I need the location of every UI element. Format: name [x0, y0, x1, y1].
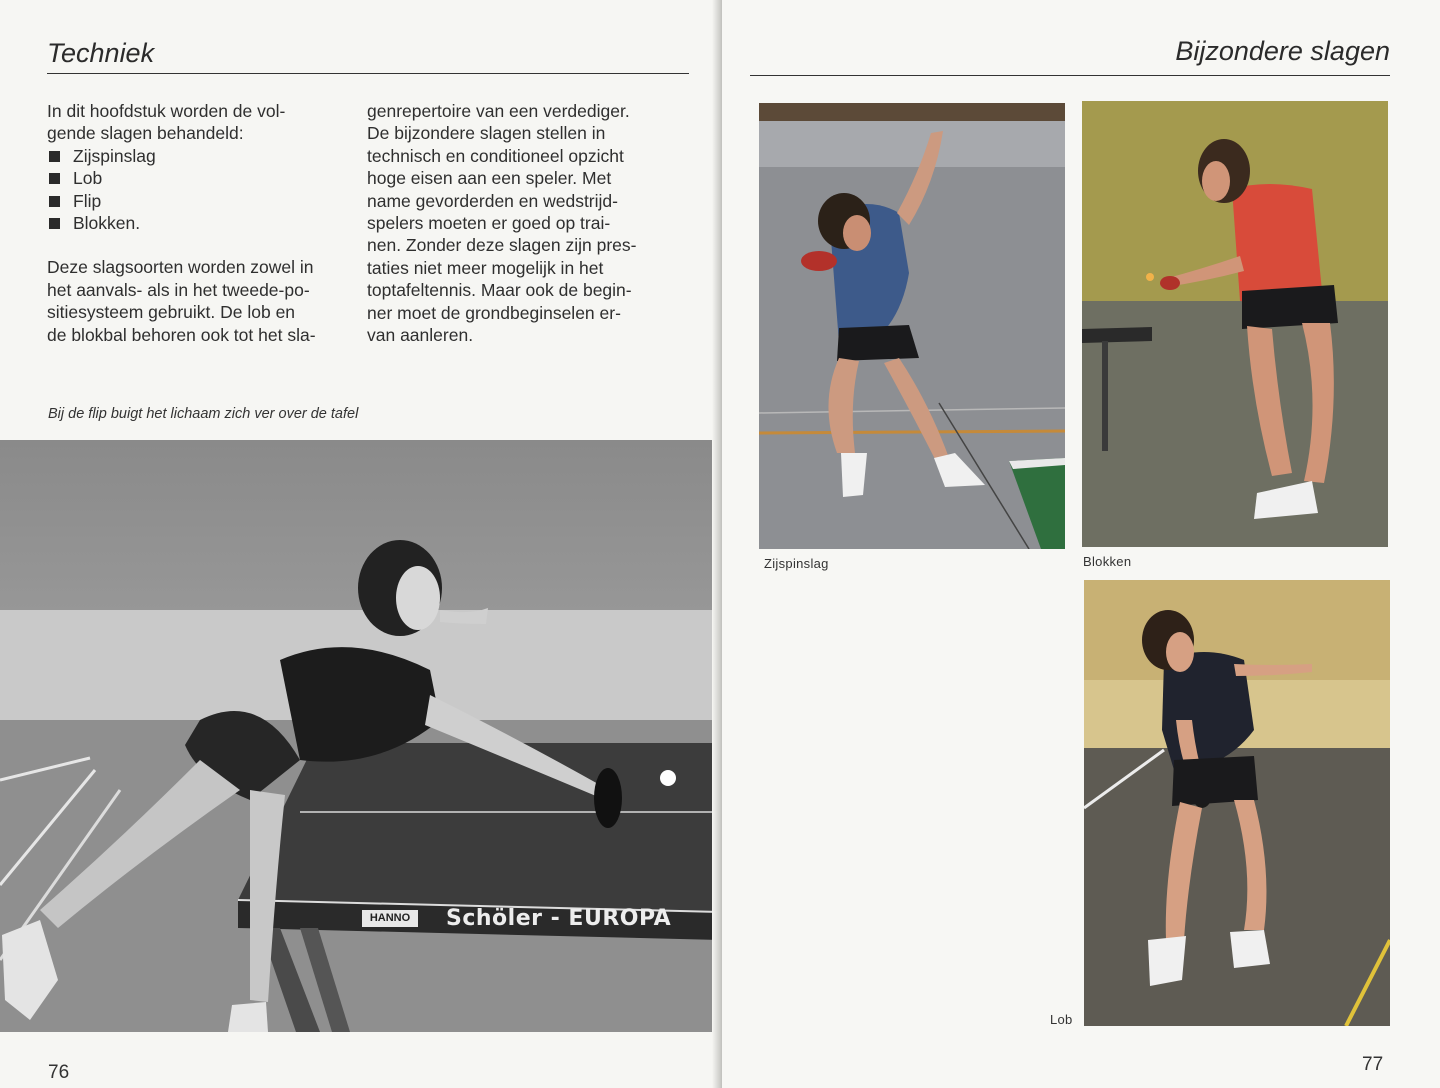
flip-photo [0, 440, 720, 1032]
flip-photo-graphic [0, 440, 720, 1032]
paragraph-line: van aanleren. [367, 325, 474, 346]
paragraph-line: hoge eisen aan een speler. Met [367, 168, 612, 189]
intro-line: In dit hoofdstuk worden de vol- [47, 101, 286, 121]
list-item: Flip [47, 190, 357, 212]
caption-lob: Lob [1050, 1012, 1073, 1027]
intro-line: gende slagen behandeld: [47, 123, 244, 144]
paragraph-line: Deze slagsoorten worden zowel in [47, 257, 314, 278]
zijspinslag-photo-graphic [759, 103, 1065, 549]
stroke-list [47, 145, 357, 235]
page-number-left: 76 [48, 1062, 70, 1083]
text-column-1 [47, 100, 357, 346]
table-brand-hanno: HANNO [369, 912, 411, 924]
blokken-photo [1082, 101, 1388, 547]
caption-zijspinslag: Zijspinslag [764, 556, 829, 571]
paragraph-line: de blokbal behoren ook tot het sla- [47, 324, 316, 345]
right-page [722, 0, 1440, 1088]
zijspinslag-photo [759, 103, 1065, 549]
list-item: Blokken. [47, 212, 357, 234]
caption-blokken: Blokken [1083, 554, 1132, 569]
paragraph-line: sitiesysteem gebruikt. De lob en [47, 302, 296, 323]
paragraph-line: name gevorderden en wedstrijd- [367, 190, 618, 211]
paragraph-line: genrepertoire van een verdediger. [367, 101, 630, 121]
text-column-2 [367, 100, 697, 346]
blokken-photo-graphic [1082, 101, 1388, 547]
table-brand-name: Schöler - EUROPA [446, 906, 672, 931]
paragraph-line: De bijzondere slagen stellen in [367, 123, 606, 144]
paragraph-line: taties niet meer mogelijk in het [367, 257, 604, 278]
list-item: Zijspinslag [47, 145, 357, 167]
paragraph-line: technisch en conditioneel opzicht [367, 145, 624, 166]
paragraph-line: het aanvals- als in het tweede-po- [47, 279, 310, 300]
paragraph-line: ner moet de grondbeginselen er- [367, 302, 621, 323]
header-rule-left [47, 73, 689, 74]
flip-photo-caption: Bij de flip buigt het lichaam zich ver over de tafel [48, 406, 359, 422]
running-title-right: Bijzondere slagen [1175, 36, 1390, 66]
lob-photo-graphic [1084, 580, 1390, 1026]
page-number-right: 77 [1362, 1054, 1384, 1075]
running-title-left: Techniek [47, 38, 155, 68]
list-item: Lob [47, 167, 357, 189]
header-rule-right [750, 75, 1390, 76]
paragraph-line: toptafeltennis. Maar ook de begin- [367, 280, 632, 301]
paragraph-line: spelers moeten er goed op trai- [367, 213, 611, 234]
paragraph-line: nen. Zonder deze slagen zijn pres- [367, 235, 637, 256]
lob-photo [1084, 580, 1390, 1026]
